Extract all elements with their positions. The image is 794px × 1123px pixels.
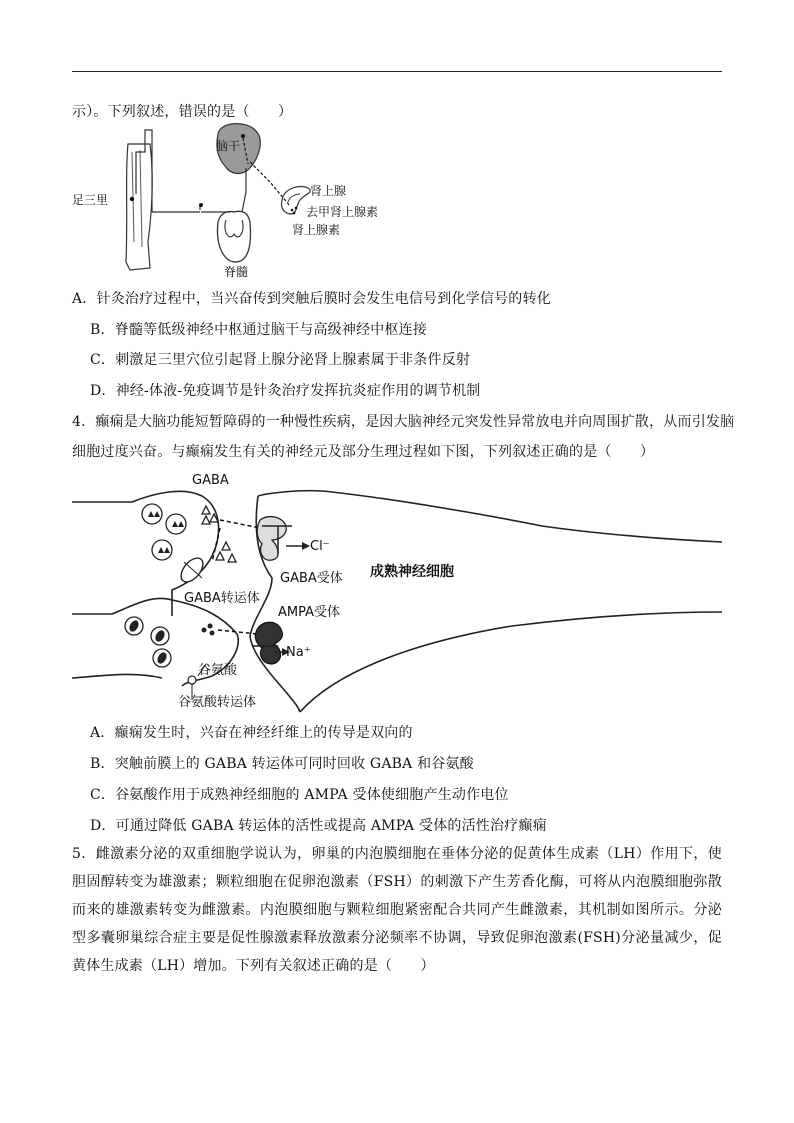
label-norepinephrine: 去甲肾上腺素: [306, 205, 379, 219]
header-rule: [72, 71, 722, 72]
q4-option-a: A．癫痫发生时，兴奋在神经纤维上的传导是双向的: [90, 725, 413, 741]
q3-option-b: B．脊髓等低级神经中枢通过脑干与高级神经中枢连接: [90, 322, 428, 338]
q4-option-c: C．谷氨酸作用于成熟神经细胞的 AMPA 受体使细胞产生动作电位: [90, 787, 509, 803]
q3-option-c: C．刺激足三里穴位引起肾上腺分泌肾上腺素属于非条件反射: [90, 352, 471, 368]
label-brainstem: 脑干: [216, 139, 241, 153]
label-glutamate: 谷氨酸: [198, 663, 238, 678]
q5-stem: 5．雌激素分泌的双重细胞学说认为，卵巢的内泡膜细胞在垂体分泌的促黄体生成素（LH）作用下，使胆固醇转变为雄激素；颗粒细胞在促卵泡激素（FSH）的刺激下产生芳香化酶，可将从内泡膜细胞弥散而来的雄激素转变为雌激素。内泡膜细胞与颗粒细胞紧密配合共同产生雌激素，其机制如图所示。分泌型多囊卵巢综合症主要是促性腺激素释放激素分泌频率不协调，导致促卵泡激素(FSH)分泌量减少，促黄体生成素（LH）增加。下列有关叙述正确的是（ ）: [72, 846, 722, 974]
q4-option-b: B．突触前膜上的 GABA 转运体可同时回收 GABA 和谷氨酸: [90, 756, 474, 772]
q4-synapse-figure: [72, 466, 722, 712]
label-zusanli: 足三里: [72, 193, 109, 207]
q4-stem-line2: 细胞过度兴奋。与癫痫发生有关的神经元及部分生理过程如下图，下列叙述正确的是（ ）: [72, 444, 655, 460]
label-mature-neuron: 成熟神经细胞: [370, 564, 454, 580]
q3-option-d: D．神经-体液-免疫调节是针灸治疗发挥抗炎症作用的调节机制: [90, 383, 481, 399]
label-gaba-transporter: GABA转运体: [184, 591, 260, 606]
label-ampa-receptor: AMPA受体: [278, 605, 341, 620]
q4-stem-line1: 4．癫痫是大脑功能短暂障碍的一种慢性疾病，是因大脑神经元突发性异常放电并向周围扩散，从而引发脑: [72, 414, 735, 430]
label-na: Na⁺: [286, 645, 311, 660]
q3-reflex-figure: [70, 122, 420, 282]
label-gaba-receptor: GABA受体: [280, 571, 343, 586]
label-cl: Cl⁻: [310, 539, 330, 554]
q3-option-a: A．针灸治疗过程中，当兴奋传到突触后膜时会发生电信号到化学信号的转化: [72, 291, 551, 307]
label-glutamate-transporter: 谷氨酸转运体: [178, 695, 257, 710]
q3-stem: 示）。下列叙述，错误的是（ ）: [72, 104, 293, 120]
label-gaba: GABA: [192, 473, 229, 488]
q4-option-d: D．可通过降低 GABA 转运体的活性或提高 AMPA 受体的活性治疗癫痫: [90, 818, 547, 834]
label-epinephrine: 肾上腺素: [292, 223, 341, 237]
label-spinal-cord: 脊髓: [224, 265, 249, 279]
label-adrenal: 肾上腺: [310, 184, 347, 198]
